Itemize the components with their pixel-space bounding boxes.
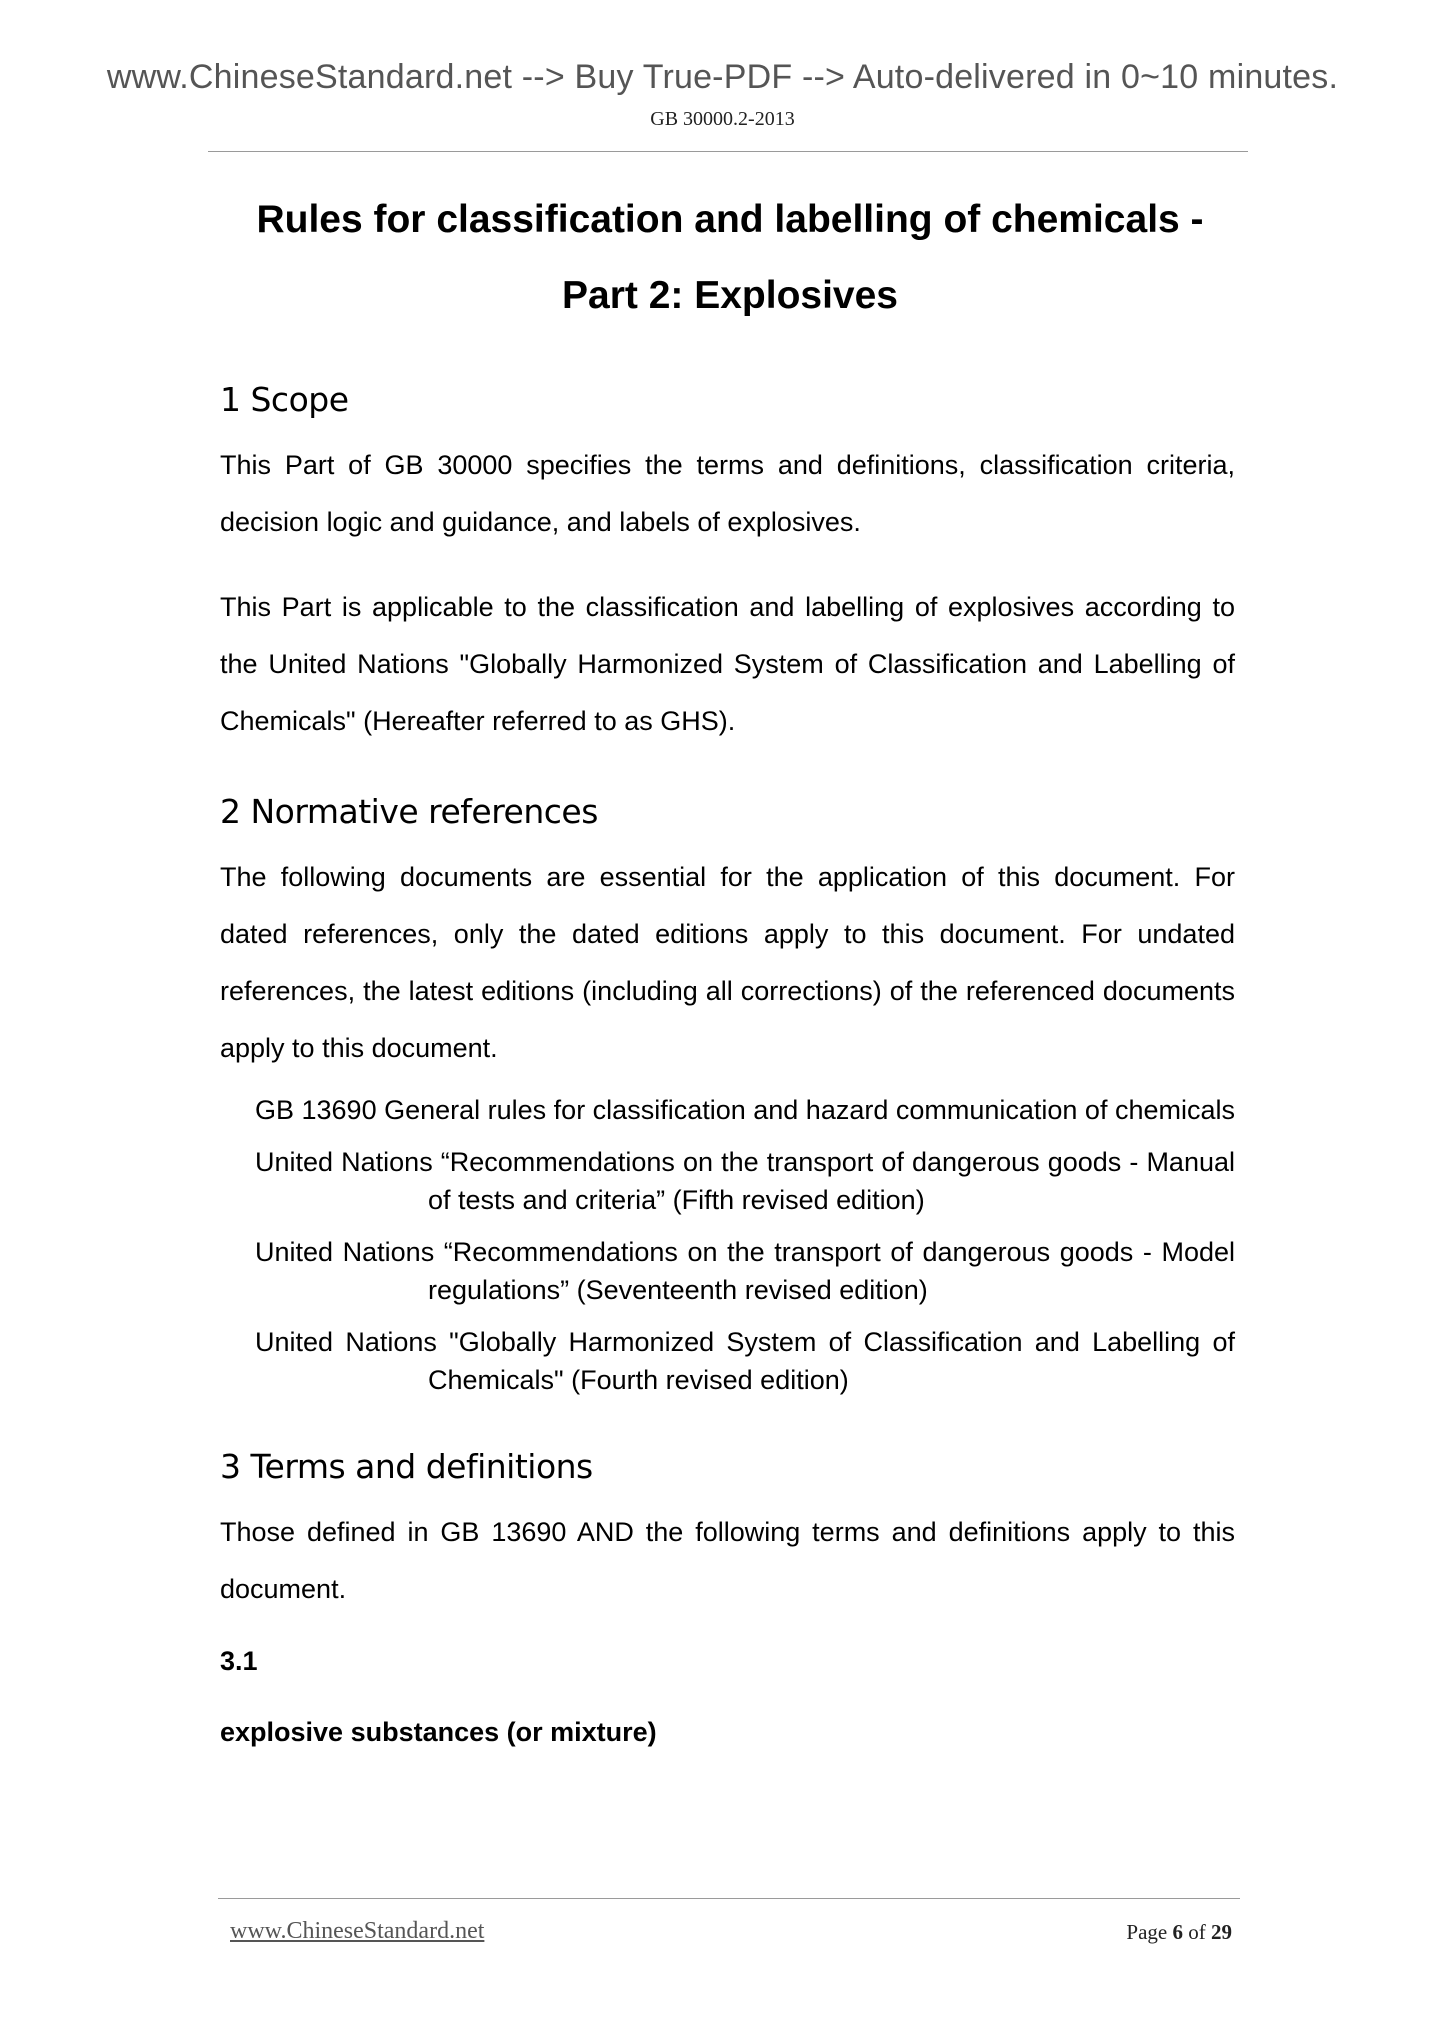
scope-paragraph-2: This Part is applicable to the classification and labelling of explosives according to the United Nations "Globally Harmonized System of Classification and Labelling of Chemicals" (Hereafter referred to as GHS). <box>220 592 1235 736</box>
page-of: of <box>1188 1920 1206 1944</box>
header-divider <box>208 151 1248 152</box>
footer-divider <box>218 1898 1240 1899</box>
document-title-line1: Rules for classification and labelling of chemicals - <box>256 198 1204 241</box>
page-total: 29 <box>1211 1920 1232 1944</box>
section-heading-normative: 2 Normative references <box>220 792 598 831</box>
document-title-line2: Part 2: Explosives <box>562 274 898 317</box>
reference-item: United Nations "Globally Harmonized System of Classification and Labelling of Chemicals" (Fourth revised edition) <box>255 1327 1235 1395</box>
standard-code: GB 30000.2-2013 <box>650 108 795 130</box>
reference-item: United Nations “Recommendations on the transport of dangerous goods - Manual of tests and criteria” (Fifth revised edition) <box>255 1147 1235 1215</box>
promo-banner: www.ChineseStandard.net --> Buy True-PDF --> Auto-delivered in 0~10 minutes. <box>106 58 1339 96</box>
page-current: 6 <box>1172 1920 1183 1944</box>
clause-number: 3.1 <box>220 1646 258 1676</box>
terms-paragraph: Those defined in GB 13690 AND the following terms and definitions apply to this document. <box>220 1517 1235 1604</box>
footer-website-link[interactable]: www.ChineseStandard.net <box>230 1918 485 1944</box>
reference-item: GB 13690 General rules for classification and hazard communication of chemicals <box>255 1095 1235 1125</box>
document-body <box>220 380 1235 1748</box>
clause-term: explosive substances (or mixture) <box>220 1717 657 1747</box>
reference-item: United Nations “Recommendations on the transport of dangerous goods - Model regulations” (Seventeenth revised edition) <box>255 1237 1235 1305</box>
normative-paragraph: The following documents are essential for the application of this document. For dated references, only the dated editions apply to this document. For undated references, the latest editions (including all corrections) of the referenced documents apply to this document. <box>220 862 1235 1063</box>
section-heading-scope: 1 Scope <box>220 380 349 419</box>
page-prefix: Page <box>1126 1920 1168 1944</box>
page-number <box>1000 1920 1232 1945</box>
scope-paragraph-1: This Part of GB 30000 specifies the terms and definitions, classification criteria, decision logic and guidance, and labels of explosives. <box>220 450 1235 537</box>
section-heading-terms: 3 Terms and definitions <box>220 1447 593 1486</box>
